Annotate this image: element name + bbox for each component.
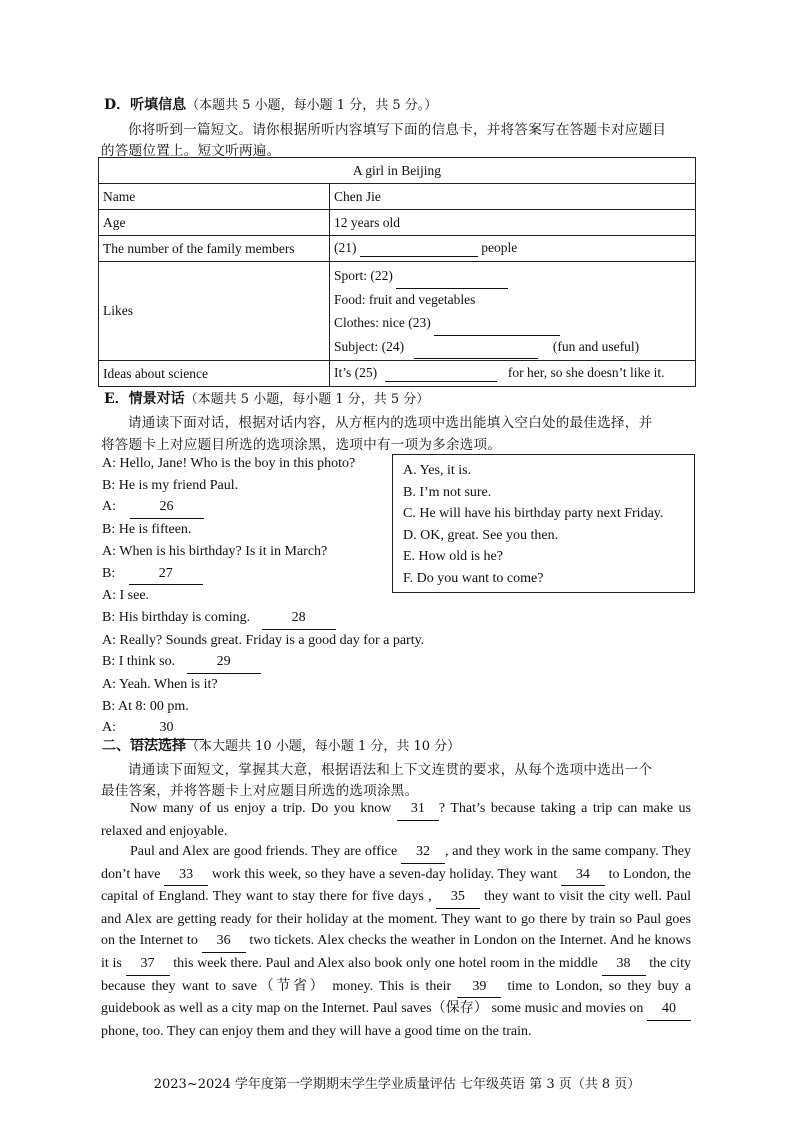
option-d: D. OK, great. See you then. bbox=[403, 527, 559, 543]
dialogue-line: B: He is fifteen. bbox=[102, 522, 192, 538]
blank-33: 33 bbox=[164, 864, 208, 887]
sport-line: Sport: (22) bbox=[334, 264, 691, 288]
blank-32: 32 bbox=[401, 841, 445, 864]
blank-38: 38 bbox=[602, 953, 646, 976]
dialogue-line: B: At 8: 00 pm. bbox=[102, 698, 189, 714]
blank-22 bbox=[396, 264, 508, 289]
likes-label: Likes bbox=[99, 262, 330, 361]
dialogue-line: B: He is my friend Paul. bbox=[102, 477, 239, 493]
subject-line: Subject: (24) (fun and useful) bbox=[334, 335, 691, 359]
blank-27: 27 bbox=[129, 563, 203, 586]
info-card-table bbox=[98, 157, 696, 387]
likes-cell bbox=[330, 262, 696, 361]
section-e-instruction-1: 请通读下面对话，根据对话内容，从方框内的选项中选出能填入空白处的最佳选择，并 bbox=[128, 415, 653, 431]
blank-21-label: (21) bbox=[334, 240, 357, 255]
dialogue-line: A: When is his birthday? Is it in March? bbox=[102, 543, 328, 559]
blank-23 bbox=[434, 311, 560, 336]
age-value: 12 years old bbox=[330, 210, 696, 236]
blank-35: 35 bbox=[436, 886, 480, 909]
section-2-instruction-1: 请通读下面短文，掌握其大意，根据语法和上下文连贯的要求，从每个选项中选出一个 bbox=[128, 762, 653, 778]
blank-37: 37 bbox=[126, 953, 170, 976]
dialogue-line: A: I see. bbox=[102, 588, 150, 604]
dialogue-line: A: Really? Sounds great. Friday is a good day for a party. bbox=[102, 632, 425, 648]
section-d-instruction-1: 你将听到一篇短文。请你根据所听内容填写下面的信息卡，并将答案写在答题卡对应题目 bbox=[128, 122, 667, 138]
name-value: Chen Jie bbox=[330, 184, 696, 210]
section-e-heading: E．情景对话（本题共 5 小题，每小题 1 分，共 5 分） bbox=[104, 391, 430, 407]
dialogue-line: A: Hello, Jane! Who is the boy in this photo? bbox=[102, 456, 356, 471]
section-2-instruction-2: 最佳答案，并将答题卡上对应题目所选的选项涂黑。 bbox=[101, 783, 419, 799]
dialogue-line: B: 27 bbox=[102, 563, 424, 586]
option-e: E. How old is he? bbox=[403, 549, 503, 565]
blank-26: 26 bbox=[130, 496, 204, 519]
blank-25 bbox=[385, 365, 497, 382]
passage-paragraph-2: Paul and Alex are good friends. They are office 32 , and they work in the same company. They don’t have 33 work this week, so they have a seven-day holiday. They want 34 to London, the capital of England. They want to stay there for five days , 35 they want to visit the city well. Paul and Alex are getting ready for their holiday at the moment. They want to go there by train so Paul goes on the Internet to 36 two tickets. Alex checks the weather in London on the Internet. And he knows it is 37 this week there. Paul and Alex also book only one hotel room in the middle 38 the city because they want to save（节省） money. This is their 39 time to London, so they buy a guidebook as well as a city map on the Internet. Paul saves（保存） some music and movies on 40 phone, too. They can enjoy them and they will have a good time on the train. bbox=[101, 841, 691, 1042]
blank-40: 40 bbox=[647, 998, 691, 1021]
option-a: A. Yes, it is. bbox=[403, 463, 472, 478]
dialogue-line: B: I think so. 29 bbox=[102, 651, 424, 674]
blank-30: 30 bbox=[130, 717, 204, 740]
dialogue-line: A: Yeah. When is it? bbox=[102, 677, 218, 693]
section-d-instruction-2: 的答题位置上。短文听两遍。 bbox=[101, 143, 281, 159]
section-2-heading: 二、语法选择（本大题共 10 小题，每小题 1 分，共 10 分） bbox=[102, 738, 461, 754]
blank-24 bbox=[414, 335, 538, 360]
option-f: F. Do you want to come? bbox=[403, 570, 544, 586]
food-line: Food: fruit and vegetables bbox=[334, 291, 476, 307]
age-label: Age bbox=[99, 210, 330, 236]
blank-28: 28 bbox=[262, 607, 336, 630]
passage-paragraph-1: Now many of us enjoy a trip. Do you know 31 ? That’s because taking a trip can make us relaxed and enjoyable. bbox=[101, 798, 691, 842]
dialogue-line: A: 30 bbox=[102, 717, 424, 740]
family-cell bbox=[330, 236, 696, 262]
blank-39: 39 bbox=[457, 976, 501, 999]
family-label: The number of the family members bbox=[99, 236, 330, 262]
blank-36: 36 bbox=[202, 930, 246, 953]
page-footer: 2023~2024 学年度第一学期期末学生学业质量评估 七年级英语 第 3 页（共 8 页） bbox=[153, 1077, 641, 1092]
blank-29: 29 bbox=[187, 651, 261, 674]
science-cell: It’s (25) for her, so she doesn’t like it. bbox=[330, 361, 696, 387]
section-d-heading: D．听填信息（本题共 5 小题，每小题 1 分，共 5 分。） bbox=[104, 97, 438, 113]
blank-34: 34 bbox=[561, 864, 605, 887]
options-box bbox=[392, 454, 695, 593]
blank-31: 31 bbox=[397, 798, 439, 821]
option-c: C. He will have his birthday party next Friday. bbox=[403, 506, 664, 522]
blank-21 bbox=[360, 240, 478, 257]
family-unit: people bbox=[481, 240, 518, 255]
clothes-line: Clothes: nice (23) bbox=[334, 311, 691, 335]
card-title: A girl in Beijing bbox=[99, 158, 696, 184]
name-label: Name bbox=[99, 184, 330, 210]
section-e-instruction-2: 将答题卡上对应题目所选的选项涂黑，选项中有一项为多余选项。 bbox=[101, 437, 502, 453]
dialogue bbox=[102, 453, 424, 740]
science-label: Ideas about science bbox=[99, 361, 330, 387]
option-b: B. I’m not sure. bbox=[403, 484, 492, 500]
dialogue-line: B: His birthday is coming. 28 bbox=[102, 607, 424, 630]
dialogue-line: A: 26 bbox=[102, 496, 424, 519]
